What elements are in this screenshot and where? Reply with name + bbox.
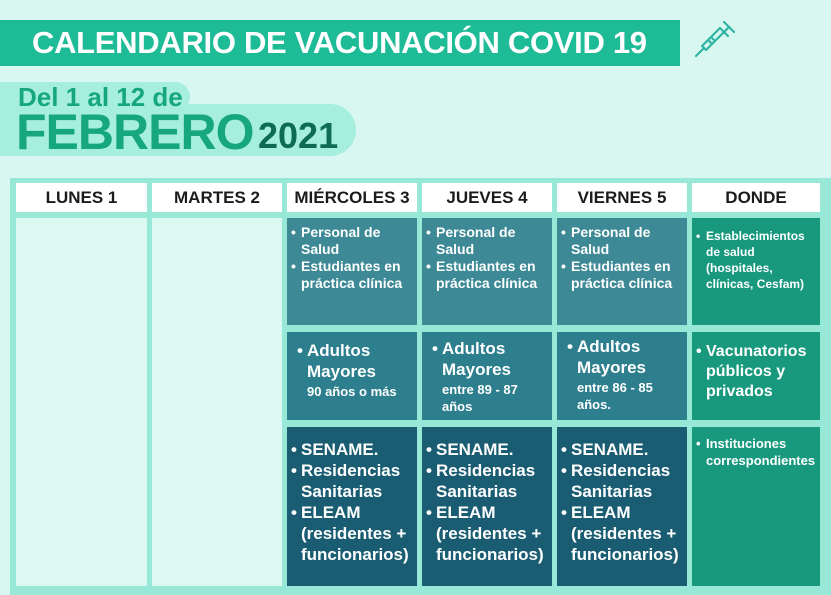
date-range: Del 1 al 12 de: [18, 82, 183, 112]
miercoles-row3-cell: [287, 427, 417, 586]
donde-row1-cell: [692, 218, 820, 325]
list-item: • Personal de Salud: [426, 224, 548, 258]
list-item: • ELEAM (residentes + funcionarios): [426, 502, 550, 565]
list-item: [567, 336, 683, 413]
list-item: • Instituciones correspondientes: [696, 435, 816, 469]
donde-row3-cell: [692, 427, 820, 586]
list-item: • Residencias Sanitarias: [426, 460, 550, 502]
miercoles-row1-cell: [287, 218, 417, 325]
year-label: 2021: [258, 115, 339, 156]
viernes-row2-cell: [557, 332, 687, 420]
column-header-lunes: LUNES 1: [16, 183, 147, 212]
viernes-row3-cell: [557, 427, 687, 586]
miercoles-row2-cell: [287, 332, 417, 420]
lunes-empty-cell: [16, 218, 147, 586]
list-item: • SENAME.: [291, 439, 415, 460]
list-item: • Estudiantes en práctica clínica: [561, 258, 683, 292]
jueves-row3-cell: [422, 427, 552, 586]
martes-empty-cell: [152, 218, 282, 586]
list-item: [432, 338, 548, 415]
jueves-row2-cell: [422, 332, 552, 420]
list-item: [297, 340, 413, 400]
month-label: FEBRERO: [16, 104, 254, 160]
jueves-row1-cell: [422, 218, 552, 325]
list-item: • SENAME.: [426, 439, 550, 460]
column-header-donde: DONDE: [692, 183, 820, 212]
list-item: • ELEAM (residentes + funcionarios): [291, 502, 415, 565]
list-item: • SENAME.: [561, 439, 685, 460]
group-label: Adultos Mayores: [442, 339, 511, 379]
list-item: • Estudiantes en práctica clínica: [426, 258, 548, 292]
group-label: Adultos Mayores: [577, 337, 646, 377]
group-detail: entre 89 - 87 años: [442, 382, 518, 414]
group-detail: 90 años o más: [307, 384, 397, 399]
page-title: CALENDARIO DE VACUNACIÓN COVID 19: [32, 25, 647, 60]
column-header-martes: MARTES 2: [152, 183, 282, 212]
donde-row2-cell: [692, 332, 820, 420]
group-label: Adultos Mayores: [307, 341, 376, 381]
column-header-jueves: JUEVES 4: [422, 183, 552, 212]
viernes-row1-cell: [557, 218, 687, 325]
list-item: • Establecimientos de salud (hospitales, clínicas, Cesfam): [696, 228, 816, 292]
column-header-viernes: VIERNES 5: [557, 183, 687, 212]
column-header-miercoles: MIÉRCOLES 3: [287, 183, 417, 212]
list-item: • Residencias Sanitarias: [291, 460, 415, 502]
list-item: • Vacunatorios públicos y privados: [696, 342, 816, 402]
list-item: • Residencias Sanitarias: [561, 460, 685, 502]
group-detail: entre 86 - 85 años.: [577, 380, 653, 412]
list-item: • Personal de Salud: [561, 224, 683, 258]
list-item: • ELEAM (residentes + funcionarios): [561, 502, 685, 565]
list-item: • Personal de Salud: [291, 224, 413, 258]
list-item: • Estudiantes en práctica clínica: [291, 258, 413, 292]
syringe-icon: [690, 18, 738, 66]
